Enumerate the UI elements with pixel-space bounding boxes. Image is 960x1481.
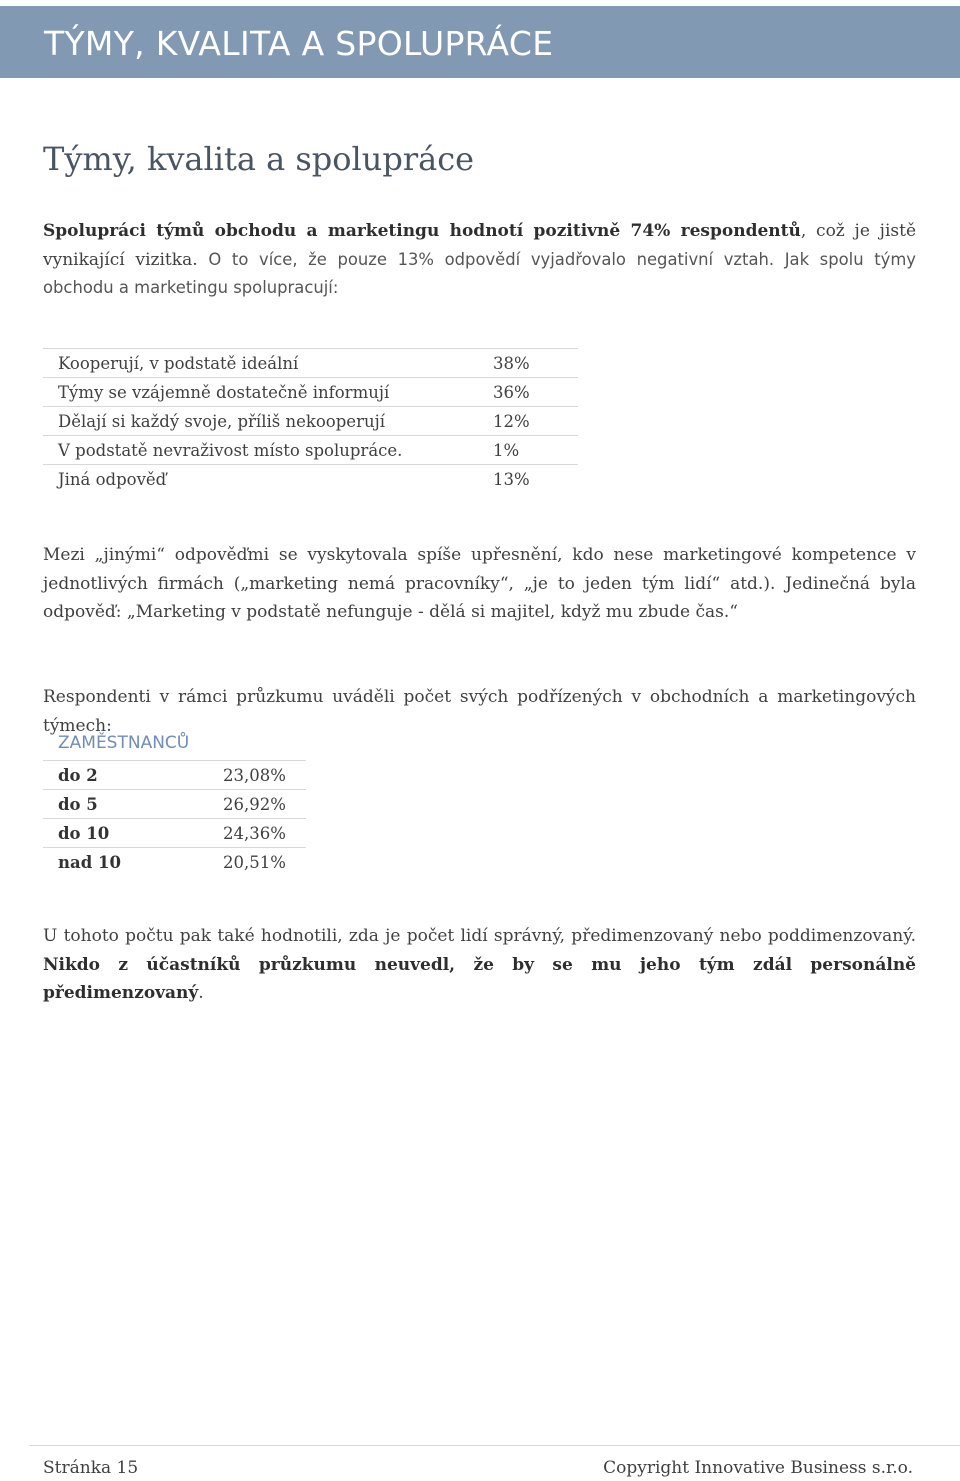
row-value: 23,08%: [208, 761, 306, 790]
intro-text: , což je jistě vynikající vizitka.: [43, 221, 917, 270]
row-value: 38%: [478, 349, 578, 378]
row-value: 26,92%: [208, 790, 306, 819]
row-value: 12%: [478, 407, 578, 436]
conclusion-bold-text: Nikdo z účastníků průzkumu neuvedl, že by se mu jeho tým zdál personálně předimenzovaný: [43, 954, 916, 1003]
row-value: 20,51%: [208, 848, 306, 877]
table-row: [43, 790, 306, 819]
table-row: [43, 465, 578, 494]
row-label: V podstatě nevraživost místo spolupráce.: [43, 436, 478, 465]
row-value: 1%: [478, 436, 578, 465]
table-row: [43, 378, 578, 407]
team-size-heading: ZAMĚSTNANCŮ: [58, 733, 190, 753]
respondents-paragraph: Respondenti v rámci průzkumu uváděli počet svých podřízených v obchodních a marketingových týmech:: [43, 687, 916, 736]
table-row: [43, 407, 578, 436]
table-row: [43, 349, 578, 378]
row-label: nad 10: [43, 848, 208, 877]
row-label: Jiná odpověď: [43, 465, 478, 494]
row-label: Kooperují, v podstatě ideální: [43, 349, 478, 378]
team-size-table: [43, 760, 306, 876]
conclusion-paragraph: [43, 922, 916, 1008]
page-number: Stránka 15: [43, 1458, 139, 1478]
intro-text-3: Jak spolu týmy obchodu a marketingu spolupracují:: [43, 249, 916, 297]
header-band: [0, 6, 960, 78]
row-label: do 10: [43, 819, 208, 848]
section-title: Týmy, kvalita a spolupráce: [43, 140, 475, 178]
table-row: [43, 436, 578, 465]
row-value: 24,36%: [208, 819, 306, 848]
table-row: [43, 848, 306, 877]
conclusion-text: U tohoto počtu pak také hodnotili, zda je počet lidí správný, předimenzovaný nebo poddimenzovaný.: [43, 926, 916, 946]
row-label: do 2: [43, 761, 208, 790]
row-label: do 5: [43, 790, 208, 819]
intro-text-2: O to více, že pouze 13% odpovědí vyjadřovalo negativní vztah.: [208, 249, 775, 269]
conclusion-end: .: [198, 983, 204, 1003]
row-label: Dělají si každý svoje, příliš nekooperují: [43, 407, 478, 436]
intro-paragraph: [43, 217, 916, 303]
row-value: 13%: [478, 465, 578, 494]
row-label: Týmy se vzájemně dostatečně informují: [43, 378, 478, 407]
row-value: 36%: [478, 378, 578, 407]
table-row: [43, 761, 306, 790]
other-answers-paragraph: Mezi „jinými“ odpověďmi se vyskytovala spíše upřesnění, kdo nese marketingové kompetence v jednotlivých firmách („marketing nemá pracovníky“, „je to jeden tým lidí“ atd.). Jedinečná byla odpověď: „Marketing v podstatě nefunguje - dělá si majitel, když mu zbude čas.“: [43, 545, 916, 622]
cooperation-table: [43, 348, 578, 493]
copyright-text: Copyright Innovative Business s.r.o.: [603, 1458, 913, 1478]
header-title: TÝMY, KVALITA A SPOLUPRÁCE: [44, 24, 554, 63]
intro-bold-text: Spolupráci týmů obchodu a marketingu hodnotí pozitivně 74% respondentů: [43, 221, 801, 241]
footer-divider: [29, 1445, 960, 1446]
table-row: [43, 819, 306, 848]
